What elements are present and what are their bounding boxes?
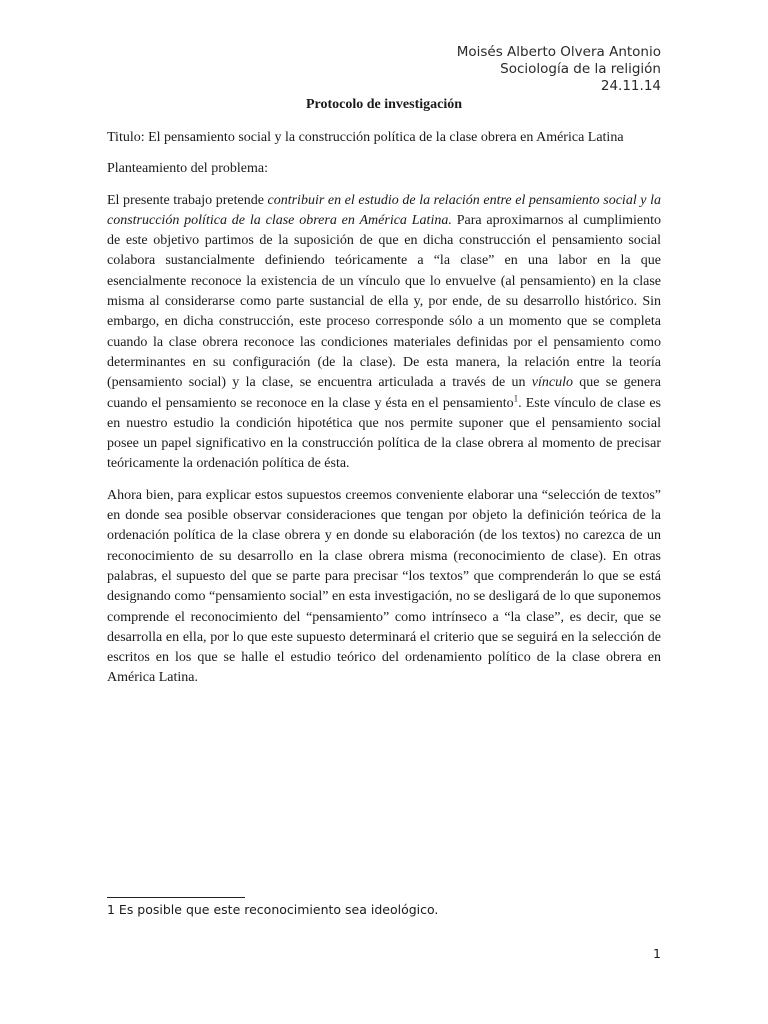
section-label: Planteamiento del problema:: [107, 161, 268, 177]
footnote: 1 Es posible que este reconocimiento sea ideológico.: [107, 902, 439, 917]
document-date: 24.11.14: [600, 78, 661, 94]
p1-part-4: . Este vínculo de clase es en nuestro estudio la condición hipotética que nos permite suponer que el pensamiento social posee un papel significativo en la construcción política de la clase obrera al momento de precisar teóricamente la ordenación política de ésta.: [107, 395, 662, 472]
p1-intro: El presente trabajo pretende: [107, 192, 268, 208]
p1-vinculo-italic: vínculo: [531, 375, 573, 391]
footnote-separator: [107, 897, 245, 898]
p1-objective-italic: contribuir en el estudio de la relación entre el pensamiento social y la construcción política de la clase obrera en América Latina.: [107, 192, 661, 228]
p1-part-2: Para aproximarnos al cumplimiento de este objetivo partimos de la suposición de que en dicha construcción el pensamiento social colabora sustancialmente definiendo teóricamente a “la clase” en una labor en la que esencialmente reconoce la existencia de un vínculo que lo envuelve (al pensamiento) en la clase misma al considerarse como parte sustancial de ella y, por ende, de su desarrollo histórico. Sin embargo, en dicha construcción, este proceso corresponde sólo a un momento que se completa cuando la clase obrera reconoce las condiciones materiales definidas por el pensamiento como determinantes en su configuración (de la clase). De esta manera, la relación entre la teoría (pensamiento social) y la clase, se encuentra articulada a través de un: [107, 212, 661, 391]
p1-part-3: que se genera cuando el pensamiento se reconoce en la clase y ésta en el pensamiento: [107, 375, 661, 411]
paragraph-1: [107, 191, 661, 475]
paragraph-2: Ahora bien, para explicar estos supuestos creemos conveniente elaborar una “selección de textos” en donde sea posible observar consideraciones que tengan por objeto la definición teórica de la ordenación política de la clase obrera y en donde su elaboración (de los textos) no carezca de un reconocimiento de su desarrollo en la clase obrera misma (reconocimiento de clase). En otras palabras, el supuesto del que se parte para precisar “los textos” que comprenderán lo que se está designando como “pensamiento social” en esta investigación, no se desligará de lo que suponemos comprende el reconocimiento del “pensamiento” como intrínseco a “la clase”, es decir, que se desarrolla en ella, por lo que este supuesto determinará el criterio que se seguirá en la selección de escritos en los que se halle el estudio teórico del ordenamiento político de la clase obrera en América Latina.: [107, 487, 661, 686]
document-body: [107, 128, 661, 700]
document-heading: Protocolo de investigación: [305, 97, 463, 112]
course-name: Sociología de la religión: [500, 61, 661, 77]
page-header: [457, 44, 661, 95]
page-number: 1: [653, 946, 661, 961]
author-name: Moisés Alberto Olvera Antonio: [456, 44, 661, 60]
title-line: Titulo: El pensamiento social y la construcción política de la clase obrera en América Latina: [107, 130, 624, 145]
footnote-reference[interactable]: 1: [513, 392, 519, 403]
